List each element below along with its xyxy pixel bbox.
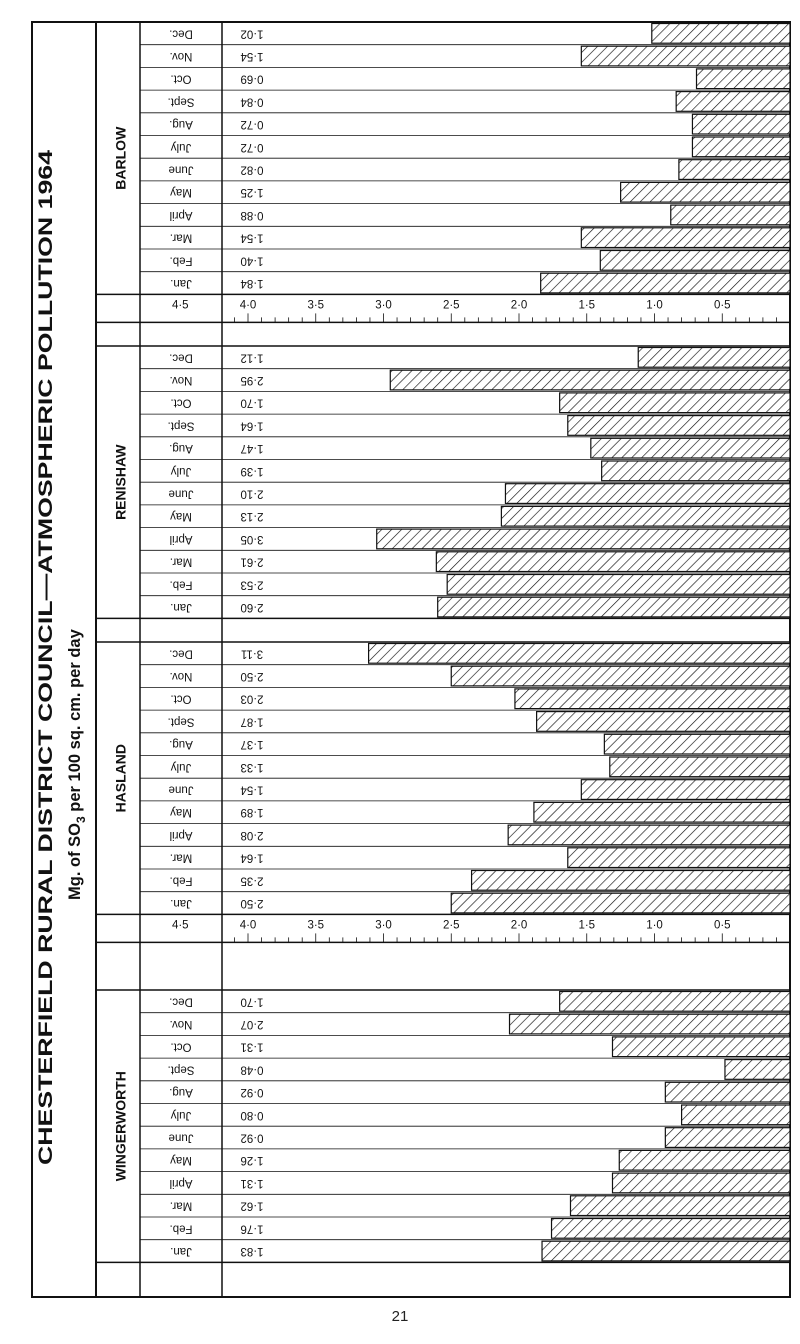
month-label: June [168,487,194,500]
bar [570,1196,790,1216]
month-label: April [169,532,193,545]
month-label: Oct. [170,72,192,85]
month-label: Feb. [169,578,193,591]
scale-tick-label: 2·0 [510,299,528,312]
month-label: Dec. [169,647,193,660]
title-line-2-a: Mg. of SO [66,823,84,900]
value-label: 0·92 [240,1086,264,1099]
bar [676,92,790,112]
month-label: Dec. [169,27,193,40]
scale-tick-label: 0·5 [713,299,731,312]
bar [665,1082,790,1102]
bar [447,575,790,595]
value-label: 0·82 [240,163,264,176]
bar [537,712,790,732]
scale-tick-label: 2·5 [442,299,460,312]
value-label: 1·70 [240,995,264,1008]
bar [602,461,790,481]
value-label: 1·64 [240,851,264,864]
value-label: 2·35 [240,874,264,887]
bar [451,893,790,913]
scale-tick-label: 4·0 [239,299,257,312]
bar [510,1014,790,1034]
scale-tick-label: 1·0 [646,919,663,932]
value-label: 0·72 [240,118,264,131]
value-label: 1·33 [240,760,264,773]
value-label: 1·31 [240,1040,264,1053]
month-label: Dec. [169,351,193,364]
month-label: Aug. [169,118,193,131]
value-label: 2·95 [240,374,264,387]
bar [390,370,790,390]
bar [697,69,790,89]
bar [451,666,790,686]
station-label: HASLAND [112,743,129,813]
value-label: 1·02 [240,27,264,40]
station-label: WINGERWORTH [112,1071,129,1182]
value-label: 2·61 [240,555,264,568]
month-label: Oct. [170,692,192,705]
bar [501,506,790,526]
scale-tick-label: 3·0 [375,299,392,312]
bar [560,992,790,1012]
month-label: Feb. [169,1222,193,1235]
month-label: June [168,1131,194,1144]
scale-tick-label: 1·5 [578,299,596,312]
bar [369,644,790,664]
value-label: 1·54 [240,231,264,244]
month-label: Nov. [169,670,193,683]
bar [725,1060,790,1080]
title-line-2-b: per 100 sq. cm. per day [66,629,84,817]
value-label: 0·88 [240,208,264,221]
month-label: May [170,1154,192,1167]
station-sections [96,22,790,1262]
bar [638,348,790,368]
scale-row [96,919,790,942]
bar [534,802,790,822]
month-label: Jan. [170,277,192,290]
value-label: 1·54 [240,783,264,796]
month-label: July [170,760,192,773]
value-label: 2·50 [240,670,264,683]
bar [610,757,790,777]
month-label: April [169,208,193,221]
scale-tick-label: 4·5 [171,299,189,312]
month-label: Dec. [169,995,193,1008]
bar [612,1037,790,1057]
month-label: Sept. [167,1063,195,1076]
bar [671,205,790,225]
bar [436,552,790,572]
month-label: Oct. [170,396,192,409]
bar [542,1241,790,1261]
month-label: June [168,783,194,796]
bar [581,46,790,66]
bar [604,734,790,754]
value-label: 1·84 [240,277,264,290]
value-label: 0·69 [240,72,264,85]
bar [472,871,790,891]
bar [581,780,790,800]
scale-tick-label: 3·5 [307,299,325,312]
month-label: May [170,806,192,819]
month-label: Aug. [169,1086,193,1099]
month-label: Mar. [169,231,193,244]
scale-tick-label: 2·5 [442,919,460,932]
month-label: Nov. [169,374,193,387]
value-label: 0·72 [240,140,264,153]
bar [377,529,790,549]
page-number: 21 [391,1308,409,1325]
section-wingerworth [96,990,790,1262]
value-label: 1·89 [240,806,264,819]
month-label: Jan. [170,897,192,910]
value-label: 2·13 [240,510,264,523]
value-label: 3·05 [240,532,264,545]
month-label: Aug. [169,738,193,751]
bar [508,825,790,845]
bar [560,393,790,413]
month-label: Mar. [169,851,193,864]
bar [621,182,790,202]
value-label: 2·07 [240,1018,264,1031]
value-label: 0·80 [240,1108,264,1121]
bar [692,114,790,134]
bar [505,484,790,504]
month-label: May [170,186,192,199]
section-hasland [96,642,790,914]
month-label: June [168,163,194,176]
month-label: Oct. [170,1040,192,1053]
scale-tick-label: 1·0 [646,299,663,312]
bar [619,1150,790,1170]
value-label: 2·08 [240,828,264,841]
value-label: 2·53 [240,578,264,591]
month-label: May [170,510,192,523]
bar [665,1128,790,1148]
scale-tick-label: 3·0 [375,919,392,932]
bar [541,273,790,293]
month-label: Jan. [170,1245,192,1258]
month-label: Feb. [169,874,193,887]
value-label: 1·47 [240,442,264,455]
value-label: 1·37 [240,738,264,751]
bar [600,251,790,271]
month-label: Sept. [167,95,195,108]
bar [581,228,790,248]
bar [515,689,790,709]
scale-row [96,299,790,322]
month-label: Mar. [169,1199,193,1212]
bar [612,1173,790,1193]
value-label: 1·54 [240,50,264,63]
station-label: RENISHAW [112,444,129,520]
scale-tick-label: 1·5 [578,919,596,932]
value-label: 1·62 [240,1199,264,1212]
month-label: Nov. [169,1018,193,1031]
month-label: Nov. [169,50,193,63]
value-label: 1·64 [240,419,264,432]
value-label: 1·70 [240,396,264,409]
value-label: 1·26 [240,1154,264,1167]
title-line-1: CHESTERFIELD RURAL DISTRICT COUNCIL—ATMOSPHERIC POLLUTION 1964 [35,423,57,1165]
month-label: Mar. [169,555,193,568]
value-label: 2·50 [240,897,264,910]
title-line-2-sub: 3 [74,816,88,823]
month-label: Jan. [170,601,192,614]
section-barlow [96,22,790,294]
value-label: 3·11 [240,647,264,660]
month-label: Sept. [167,419,195,432]
station-label: BARLOW [112,126,129,190]
value-label: 1·87 [240,715,264,728]
month-label: July [170,140,192,153]
value-label: 1·76 [240,1222,264,1235]
value-label: 2·60 [240,601,264,614]
bar [438,597,790,617]
value-label: 2·10 [240,487,264,500]
value-label: 1·25 [240,186,264,199]
month-label: July [170,1108,192,1121]
bar [682,1105,790,1125]
value-label: 1·83 [240,1245,264,1258]
month-label: Sept. [167,715,195,728]
value-label: 0·92 [240,1131,264,1144]
title-line-2 [66,628,88,900]
bar [591,438,790,458]
bar [552,1219,790,1239]
value-label: 0·48 [240,1063,264,1076]
scale-tick-label: 0·5 [713,919,731,932]
scale-tick-label: 4·0 [239,919,257,932]
bar [692,137,790,157]
scale-tick-label: 2·0 [510,919,528,932]
month-label: Aug. [169,442,193,455]
value-label: 1·31 [240,1176,264,1189]
section-renishaw [96,346,790,618]
scale-tick-label: 4·5 [171,919,189,932]
bar [652,24,790,44]
month-label: July [170,464,192,477]
month-label: April [169,1176,193,1189]
bar [568,848,790,868]
value-label: 0·84 [240,95,264,108]
value-label: 1·39 [240,464,264,477]
value-label: 2·03 [240,692,264,705]
month-label: Feb. [169,254,193,267]
value-label: 1·40 [240,254,264,267]
rotated-title [35,150,88,1165]
bar [568,416,790,436]
month-label: April [169,828,193,841]
scale-tick-label: 3·5 [307,919,325,932]
bar [679,160,790,180]
value-label: 1·12 [240,351,264,364]
